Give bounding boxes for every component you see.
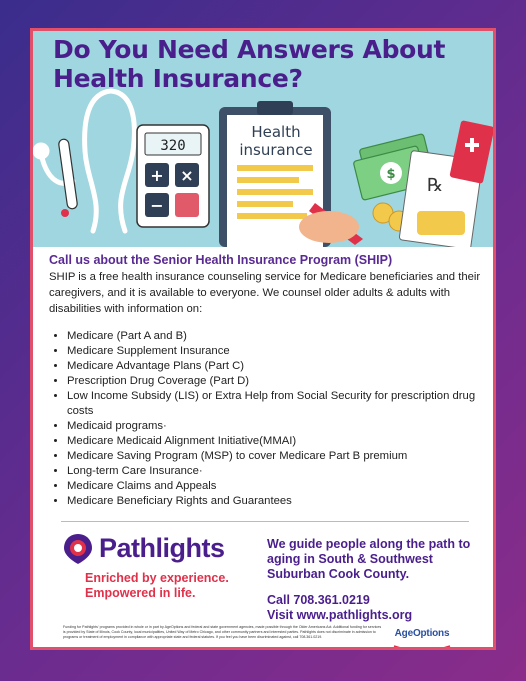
section-divider [61, 521, 469, 522]
stethoscope-icon [35, 91, 134, 231]
svg-text:×: × [180, 166, 194, 185]
svg-text:℞: ℞ [427, 175, 444, 196]
clipboard-title-line-2: insurance [239, 141, 313, 159]
list-item: • Medicaid programs· [67, 419, 481, 434]
tagline-line-1: Enriched by experience. [85, 571, 229, 585]
flyer-card [30, 28, 496, 650]
funding-disclaimer: Funding for Pathlights' programs provided in whole or in part by AgeOptions and federal and state government agencies, made possible through the Older Americans Act. Additional funding for services is provided by State of Illinois, Cook County, local municipalities, United Way of Metro Chicago, and other community partners and interested parties. Pathlights does not discriminate in admission to programs or treatment of employment in compliance with appropriate state and federal statutes. If you feel you have been discriminated against, call 708.361.0219. [63, 625, 382, 639]
hero-illustration [33, 31, 493, 247]
topics-list [49, 329, 481, 509]
phone-number[interactable]: Call 708.361.0219 [267, 593, 370, 607]
mission-statement: We guide people along the path to aging in South & Southwest Suburban Cook County. [267, 537, 471, 581]
contact-info [267, 593, 412, 623]
list-item: • Low Income Subsidy (LIS) or Extra Help from Social Security for prescription drug costs [67, 389, 481, 419]
list-item: • Medicare Beneficiary Rights and Guarantees [67, 494, 481, 509]
thermometer-icon [58, 139, 78, 217]
lead-heading: Call us about the Senior Health Insurance Program (SHIP) [49, 253, 393, 267]
title-line-2: Health Insurance? [53, 64, 303, 93]
calculator-icon [137, 125, 209, 227]
first-aid-card-icon [449, 120, 493, 184]
website-link[interactable]: Visit www.pathlights.org [267, 608, 413, 622]
logo-name: Pathlights [99, 533, 225, 563]
list-item: • Medicare Supplement Insurance [67, 344, 481, 359]
main-content [49, 253, 481, 509]
title-line-1: Do You Need Answers About [53, 35, 446, 64]
ageoptions-swoosh-icon [392, 644, 452, 650]
clipboard-title-line-1: Health [251, 123, 301, 141]
ageoptions-logo-text: AgeOptions [394, 628, 450, 639]
list-item: • Medicare Claims and Appeals [67, 479, 481, 494]
svg-text:−: − [150, 196, 164, 215]
intro-paragraph: SHIP is a free health insurance counseling service for Medicare beneficiaries and their caregivers, and it is available to everyone. We counsel older adults & adults with disabilities with information on: [49, 271, 481, 315]
pathlights-logo [63, 531, 253, 611]
list-item: • Medicare Advantage Plans (Part C) [67, 359, 481, 374]
calculator-display: 320 [160, 138, 186, 154]
svg-text:$: $ [386, 167, 396, 182]
list-item: • Prescription Drug Coverage (Part D) [67, 374, 481, 389]
logo-tagline [85, 571, 229, 601]
list-item: • Long-term Care Insurance· [67, 464, 481, 479]
pathlights-pin-icon [63, 533, 93, 565]
list-item: • Medicare (Part A and B) [67, 329, 481, 344]
tagline-line-2: Empowered in life. [85, 586, 196, 600]
svg-text:+: + [150, 166, 164, 185]
list-item: • Medicare Medicaid Alignment Initiative(MMAI) [67, 434, 481, 449]
list-item: • Medicare Saving Program (MSP) to cover Medicare Part B premium [67, 449, 481, 464]
ageoptions-logo [389, 628, 455, 650]
page-title [53, 35, 445, 93]
